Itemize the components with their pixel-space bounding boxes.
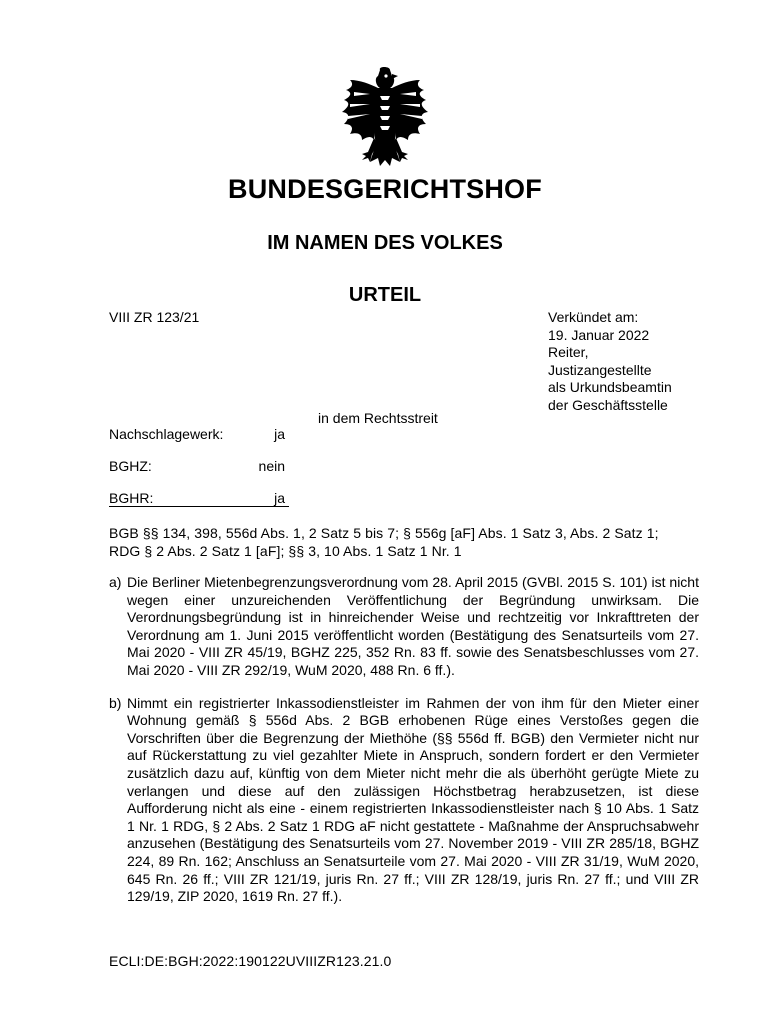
headnote-text: Die Berliner Mietenbegrenzungsverordnung vom 28. April 2015 (GVBl. 2015 S. 101) ist nicht wegen einer unzureichenden Veröffentlichung der Begründung unwirksam. Die Verordnungsbegründung ist in hinreichender Weise und rechtzeitig vor Inkrafttreten der Verordnung am 1. Juni 2015 veröffentlicht worden (Bestätigung des Senatsurteils vom 27. Mai 2020 - VIII ZR 45/19, BGHZ 225, 352 Rn. 83 ff. sowie des Senatsbeschlusses vom 27. Mai 2020 - VIII ZR 292/19, WuM 2020, 488 Rn. 6 ff.).: [127, 574, 699, 678]
headnote-marker: b): [109, 694, 122, 711]
clerk-role: der Geschäftsstelle: [548, 396, 668, 413]
federal-eagle-icon: [340, 66, 430, 178]
cited-norms: BGB §§ 134, 398, 556d Abs. 1, 2 Satz 5 bis 7; § 556g [aF] Abs. 1 Satz 3, Abs. 2 Satz 1; RDG § 2 Abs. 2 Satz 1 [aF]; §§ 3, 10 Abs. 1 Satz 1 Nr. 1: [109, 525, 659, 559]
ecli-identifier: ECLI:DE:BGH:2022:190122UVIIIZR123.21.0: [109, 953, 392, 969]
court-name: BUNDESGERICHTSHOF: [228, 174, 542, 204]
reference-row: [109, 426, 289, 444]
clerk-name: Reiter,: [548, 344, 589, 361]
judgment-formula: IM NAMEN DES VOLKES: [267, 232, 503, 254]
proceeding-label: in dem Rechtsstreit: [318, 410, 438, 426]
reference-value: ja: [274, 490, 285, 506]
reference-label: BGHZ:: [109, 458, 152, 474]
headnote-marker: a): [109, 574, 122, 590]
clerk-role: Justizangestellte: [548, 361, 652, 378]
headnote: [109, 574, 699, 680]
headnotes: [109, 574, 699, 906]
headnote: [109, 695, 699, 906]
reference-value: ja: [274, 426, 285, 442]
reference-value: nein: [258, 458, 285, 474]
document-type: URTEIL: [348, 284, 422, 306]
announcement-label: Verkündet am:: [548, 309, 639, 325]
clerk-role: als Urkundsbeamtin: [548, 379, 672, 396]
reference-label: Nachschlagewerk:: [109, 426, 224, 442]
case-number: VIII ZR 123/21: [109, 309, 200, 325]
reference-label: BGHR:: [109, 490, 154, 506]
reference-row: [109, 458, 289, 476]
announcement-block: [548, 309, 672, 415]
reference-row: [109, 490, 289, 507]
headnote-text: Nimmt ein registrierter Inkassodienstleister im Rahmen der von ihm für den Mieter einer Wohnung gemäß § 556d Abs. 2 BGB erhobenen Rüge eines Verstoßes gegen die Vorschriften über die Begrenzung der Miethöhe (§§ 556d ff. BGB) den Vermieter nicht nur auf Rückerstattung zu viel gezahlter Miete in Anspruch, sondern fordert er den Vermieter zusätzlich dazu auf, künftig von dem Mieter nicht mehr die als überhöht gerügte Miete zu verlangen und diese auf den zulässigen Höchstbetrag herabzusetzen, ist diese Aufforderung nicht als eine - einem registrierten Inkassodienstleister nach § 10 Abs. 1 Satz 1 Nr. 1 RDG, § 2 Abs. 2 Satz 1 RDG aF nicht gestattete - Maßnahme der Anspruchsabwehr anzusehen (Bestätigung des Senatsurteils vom 27. November 2019 - VIII ZR 285/18, BGHZ 224, 89 Rn. 162; Anschluss an Senatsurteile vom 27. Mai 2020 - VIII ZR 31/19, WuM 2020, 645 Rn. 26 ff.; VIII ZR 121/19, juris Rn. 27 ff.; VIII ZR 128/19, juris Rn. 27 ff.; und VIII ZR 129/19, ZIP 2020, 1619 Rn. 27 ff.).: [127, 694, 699, 905]
announcement-date: 19. Januar 2022: [548, 326, 650, 343]
